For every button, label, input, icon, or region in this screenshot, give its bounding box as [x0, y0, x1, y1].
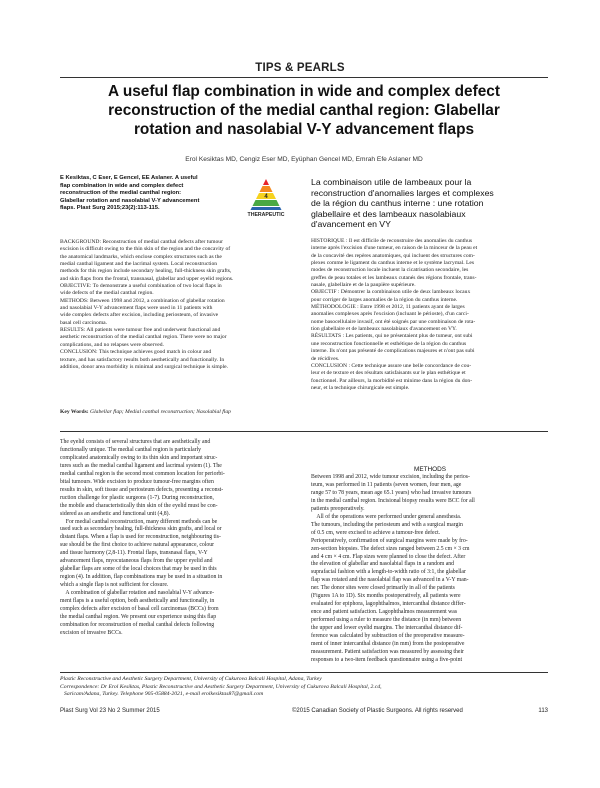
body-line: region (4). In addition, flap combinations may be used in a situation in [60, 574, 223, 581]
abstract-french [311, 238, 549, 392]
abstract-heading: CONCLUSION : [311, 362, 352, 369]
body-line: the upper and lower eyelid margins. The intercanthal distance dif- [311, 625, 463, 632]
body-line: bital tumours. Wide excision to produce tumour-free margins often [60, 478, 214, 485]
body-line: ner. The donor sites were closed primarily in all of the patients [311, 585, 455, 592]
abstract-line: plexes comme le ligament du canthus interne et le système lacrymal. Les [311, 260, 475, 267]
abstract-line: aesthetic reconstruction of the medial canthal region. There were no major [60, 334, 227, 341]
abstract-line: fonctionnel. Par ailleurs, la morbidité est minime dans la région du don- [311, 377, 473, 384]
abstract-line: RÉSULTATS : Les patients, qui ne présentaient plus de tumeur, ont subi [311, 333, 473, 340]
fr-title-line: d'avancement en VY [311, 219, 391, 230]
abstract-line: interne. Ils n'ont pas présenté de complications majeures et n'ont pas subi [311, 348, 475, 355]
body-line: patients preoperatively. [311, 505, 365, 512]
title-line: A useful flap combination in wide and complex defect [108, 83, 500, 100]
abstract-line: and nasolabial V-Y advancement flaps were used in 11 patients with [60, 305, 213, 312]
key-words: Key Words: Glabellar flap; Medial canthal reconstruction; Nasolabial flap [60, 409, 231, 415]
abstract-line: OBJECTIVE: To demonstrate a useful combination of two local flaps in [60, 283, 222, 290]
body-line: and tissue harmony (2,8-11). Frontal flaps, transnasal flaps, V-Y [60, 550, 208, 557]
body-line: responses to a two-item feedback questionnaire using a five-point [311, 656, 463, 663]
abstract-english [60, 239, 298, 371]
abstract-line: nome basocellulaire invasif, ont été soignés par une combinaison de rota- [311, 318, 476, 325]
body-line: medial canthal region is the second most common location for periorbi- [60, 470, 225, 477]
section-label: TIPS & PEARLS [255, 62, 345, 74]
body-column-left [60, 439, 298, 638]
body-line: range 57 to 78 years, mean age 65.1 years) who had invasive tumours [311, 489, 472, 496]
top-rule [60, 77, 548, 78]
body-line: the mobile and characteristically thin skin of the eyelid must be con- [60, 502, 218, 509]
abstract-heading: OBJECTIVE: [60, 283, 93, 290]
abstract-heading: MÉTHODOLOGIE : [311, 304, 361, 311]
body-line: zen-section biopsies. The defect sizes ranged between 2.5 cm × 3 cm [311, 545, 470, 552]
body-line: performed using a ruler to measure the distance (in mm) between [311, 617, 462, 624]
body-line: glabellar flaps are some of the local choices that may be used in this [60, 566, 217, 573]
fr-title-line: glabellaire et des lambeaux nasolabiaux [311, 208, 466, 219]
body-line: advancement flaps, myocutaneous flaps from the upper eyelid and [60, 558, 213, 565]
abstract-heading: RÉSULTATS : [311, 333, 346, 340]
body-line: For medial canthal reconstruction, many different methods can be [60, 518, 218, 525]
title-line: rotation and nasolabial V-Y advancement flaps [133, 121, 475, 138]
body-line: sidered as an aesthetic and functional unit (4,8). [60, 510, 171, 517]
body-line: which a single flap is not sufficient for closure. [60, 582, 169, 589]
footnotes [60, 676, 548, 699]
body-line: ruction challenge for plastic surgeons (1-7). During reconstruction, [60, 494, 214, 501]
body-line: the elevation of glabellar and nasolabial flaps in a random and [311, 561, 455, 568]
body-line: Between 1998 and 2012, wide tumour excision, including the perios- [311, 474, 470, 480]
body-line: tures such as the medial canthal ligament and lacrimal system (1). The [60, 462, 222, 469]
body-line: and 4 cm × 4 cm. Flap sizes were planned to close the defect. After [311, 553, 466, 560]
body-line: in the medial canthal region. Incisional biopsy results were BCC for all [311, 497, 475, 504]
abstract-heading: HISTORIQUE : [311, 238, 349, 244]
abstract-line: METHODS: Between 1998 and 2012, a combination of glabellar rotation [60, 297, 225, 304]
body-line: of 0.5 cm, were excised to achieve a tumour-free defect. [311, 529, 441, 536]
abstract-line: pour corriger de larges anomalies de la région du canthus interne. [311, 296, 458, 303]
abstract-line: modes de reconstruction locale incluent la cicatrisation secondaire, les [311, 267, 469, 274]
title-line: reconstruction of the medial canthal region: Glabellar [108, 102, 500, 119]
abstract-line: neur, et la technique chirurgicale est simple. [311, 384, 410, 391]
body-line: The eyelid consists of several structures that are aesthetically and [60, 439, 211, 445]
body-line: excision of invasive BCCs. [60, 629, 123, 636]
abstract-heading: RESULTS: [60, 327, 87, 334]
author-list: Erol Kesiktas MD, Cengiz Eser MD, Eyüphan Gencel MD, Emrah Efe Aslaner MD [185, 156, 423, 163]
abstract-line: HISTORIQUE : Il est difficile de reconstruire des anomalies du canthus [311, 238, 473, 244]
abstract-line: CONCLUSION: This technique achieves good match in colour and [60, 349, 212, 356]
body-line: complicated anatomically owing to its thin skin and important struc- [60, 454, 218, 461]
citation-line: reconstruction of the medial canthal region: [60, 190, 182, 197]
body-line: flap was rotated and the nasolabial flap was advanced in a V-Y man- [311, 577, 469, 584]
abstract-line: excision is difficult owing to the thin skin of the region and the concavity of [60, 246, 231, 253]
article-title [60, 82, 548, 139]
body-line: distant flaps. When a flap is used for reconstruction, neighbouring tis- [60, 534, 221, 541]
fr-title-line: reconstruction d'anomalies larges et complexes [311, 187, 494, 198]
level-number: 4 [264, 194, 268, 200]
level-label: THERAPEUTIC [247, 212, 285, 217]
abstract-line: OBJECTIF : Démontrer la combinaison utile de deux lambeaux locaux [311, 289, 471, 296]
abstract-heading: OBJECTIF : [311, 289, 341, 296]
body-line: (Figures 1A to 1D). Six months postoperatively, all patients were [311, 593, 461, 600]
body-line: measurement. Patient satisfaction was measured by assessing their [311, 648, 464, 655]
footnote-divider [60, 672, 548, 673]
pyramid-tier [253, 200, 280, 206]
citation-line: E Kesiktas, C Eser, E Gencel, EE Aslaner. A useful [60, 175, 198, 181]
abstract-line: methods for this region include secondary healing, full-thickness skin grafts, [60, 268, 232, 275]
body-line: evaluated for epiphora, lagophthalmos, intercanthal distance differ- [311, 601, 466, 608]
abstract-heading: CONCLUSION: [60, 349, 99, 356]
abstract-line: texture, and has satisfactory results both aesthetically and functionally. In [60, 356, 225, 363]
abstract-line: BACKGROUND: Reconstruction of medial canthal defects after tumour [60, 239, 223, 245]
abstract-line: leur et de texture et des résultats satisfaisants sur le plan esthétique et [311, 370, 466, 377]
body-line: ence and patient satisfaction. Lagophthalmos measurement was [311, 609, 458, 616]
body-line: ment flaps is a useful option, both aesthetically and functionally, in [60, 598, 215, 605]
citation-line: flap combination in wide and complex defect [60, 182, 184, 189]
abstract-heading: BACKGROUND: [60, 239, 103, 245]
body-line: teum, was performed in 11 patients (seven women, four men, age [311, 481, 462, 488]
body-line: The tumours, including the periosteum and with a surgical margin [311, 521, 463, 528]
fr-title-line: de la région du canthus interne : une rotation [311, 198, 484, 209]
methods-heading: METHODS [414, 466, 446, 473]
abstract-line: complications, and no relapses were observed. [60, 341, 164, 348]
abstract-line: greffes de peau totales et les lambeaux cutanés des régions frontale, trans- [311, 274, 477, 281]
body-column-right [311, 474, 549, 665]
abstract-line: tion glabellaire et de lambeaux nasolabiaux d'avancement en VY. [311, 326, 457, 333]
body-line: the medial canthal region. We present our experience using this flap [60, 613, 217, 620]
abstract-line: MÉTHODOLOGIE : Entre 1998 et 2012, 11 patients ayant de larges [311, 304, 465, 311]
body-line: results in skin, soft tissue and periosteum defects, presenting a reconst- [60, 486, 224, 493]
french-title [311, 177, 549, 230]
citation-line: Glabellar rotation and nasolabial V-Y advancement [60, 197, 200, 204]
copyright-notice: ©2015 Canadian Society of Plastic Surgeons. All rights reserved [292, 708, 463, 714]
abstract-line: nasale, glabellaire et de la paupière supérieure. [311, 282, 416, 289]
abstract-line: une reconstruction fonctionnelle et esthétique de la région du canthus [311, 340, 467, 347]
abstract-line: de récidives. [311, 355, 340, 362]
body-line: combination for reconstruction of medial canthal defects following [60, 621, 215, 628]
citation-block [60, 175, 245, 213]
therapeutic-level-pyramid-icon [244, 177, 288, 217]
pyramid-tier [260, 186, 273, 192]
abstract-line: CONCLUSION : Cette technique assure une belle concordance de cou- [311, 362, 472, 369]
pyramid-tier [263, 179, 269, 185]
body-line: Perioperatively, confirmation of surgical margins were made by fro- [311, 537, 468, 544]
correspondence-note: Saricam/Adana, Turkey. Telephone 905-05884-2021, e-mail erolkesiktas87@gmail.com [64, 691, 264, 698]
body-line: ment of inner intercanthal distance (in mm) from the postoperative [311, 641, 465, 648]
abstract-line: interne après l'excision d'une tumeur, en raison de la minceur de la peau et [311, 245, 478, 252]
abstract-heading: METHODS: [60, 297, 90, 304]
body-line: sue should be the first choice to achieve natural appearance, colour [60, 542, 215, 549]
abstract-line: wide complex defects after excision, including periosteum, of invasive [60, 312, 219, 319]
abstract-line: wide defects of the medial canthal region. [60, 290, 154, 297]
abstract-line: basal cell carcinoma. [60, 319, 108, 326]
body-line: used such as secondary healing, full-thickness skin grafts, and local or [60, 526, 222, 533]
abstract-line: addition, donor area morbidity is minimal and surgical technique is simple. [60, 363, 228, 370]
abstract-line: de la concavité des repères anatomiques, qui incluent des structures com- [311, 252, 475, 259]
citation-line: flaps. Plast Surg 2015;23(2):113-115. [60, 205, 160, 212]
journal-info: Plast Surg Vol 23 No 2 Summer 2015 [60, 708, 160, 714]
body-line: All of the operations were performed under general anesthesia. [311, 513, 462, 520]
abstract-line: RESULTS: All patients were tumour free and underwent functional and [60, 327, 221, 334]
abstract-line: medial canthal ligament and the lacrimal system. Local reconstruction [60, 261, 218, 268]
abstract-line: and skin flaps from the frontal, transnasal, glabellar and upper eyelid regions. [60, 275, 234, 282]
abstract-divider [60, 431, 548, 432]
correspondence-note: Correspondence: Dr Erol Kesiktas, Plastic Reconstructive and Aesthetic Surgery Department, University of Cukurova Balcali Hospital, 2.cd, [60, 683, 382, 690]
abstract-line: anomalies complexes après l'excision (incluant le périoste), d'un carci- [311, 311, 469, 318]
body-line: ference was calculated by subtraction of the preoperative measure- [311, 633, 465, 640]
pyramid-tier [251, 207, 282, 210]
body-line: complex defects after excision of basal cell carcinomas (BCCs) from [60, 606, 219, 613]
page-number: 113 [538, 708, 548, 714]
body-line: suprafacial fashion with a length-to-width ratio of 3:1, the glabellar [311, 569, 466, 576]
fr-title-line: La combinaison utile de lambeaux pour la [311, 177, 472, 187]
body-line: functionally unique. The medial canthal region is particularly [60, 446, 202, 453]
affiliation-note: Plastic Reconstructive and Aesthetic Surgery Department, University of Cukurova Balcali Hospital, Adana, Turkey [60, 676, 322, 682]
key-words-label: Key Words: [60, 409, 89, 415]
abstract-line: the anatomical landmarks, which enclose complex structures such as the [60, 253, 222, 260]
body-line: A combination of glabellar rotation and nasolabial V-Y advance- [60, 590, 215, 597]
